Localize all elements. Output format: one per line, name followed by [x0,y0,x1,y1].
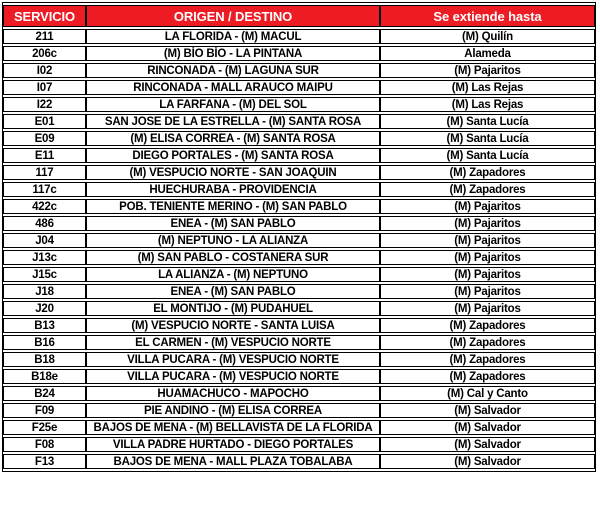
extends-to-cell: (M) Salvador [380,437,595,452]
header-servicio: SERVICIO [3,5,86,27]
origin-destination-cell: (M) SAN PABLO - COSTANERA SUR [86,250,380,265]
table-row [3,301,595,316]
extends-to-cell: (M) Pajaritos [380,250,595,265]
origin-destination-cell: POB. TENIENTE MERINO - (M) SAN PABLO [86,199,380,214]
table-row [3,318,595,333]
table-row [3,267,595,282]
extends-to-cell: (M) Zapadores [380,182,595,197]
service-cell: J15c [3,267,86,282]
origin-destination-cell: (M) VESPUCIO NORTE - SANTA LUISA [86,318,380,333]
extends-to-cell: (M) Zapadores [380,352,595,367]
origin-destination-cell: RINCONADA - (M) LAGUNA SUR [86,63,380,78]
service-cell: F25e [3,420,86,435]
extends-to-cell: (M) Zapadores [380,335,595,350]
table-row [3,131,595,146]
table-row [3,165,595,180]
extends-to-cell: (M) Santa Lucía [380,131,595,146]
table-body [3,29,595,469]
service-cell: J20 [3,301,86,316]
extends-to-cell: (M) Pajaritos [380,63,595,78]
table-row [3,403,595,418]
service-cell: I07 [3,80,86,95]
extends-to-cell: (M) Zapadores [380,318,595,333]
extends-to-cell: (M) Salvador [380,420,595,435]
extends-to-cell: (M) Las Rejas [380,97,595,112]
table-row [3,46,595,61]
service-cell: F13 [3,454,86,469]
table-row [3,216,595,231]
origin-destination-cell: ENEA - (M) SAN PABLO [86,284,380,299]
extends-to-cell: (M) Santa Lucía [380,148,595,163]
origin-destination-cell: PIE ANDINO - (M) ELISA CORREA [86,403,380,418]
origin-destination-cell: VILLA PADRE HURTADO - DIEGO PORTALES [86,437,380,452]
origin-destination-cell: SAN JOSE DE LA ESTRELLA - (M) SANTA ROSA [86,114,380,129]
service-cell: 117 [3,165,86,180]
service-cell: 211 [3,29,86,44]
table-row [3,29,595,44]
extends-to-cell: (M) Salvador [380,454,595,469]
table-row [3,369,595,384]
table-row [3,352,595,367]
service-cell: 422c [3,199,86,214]
service-cell: E01 [3,114,86,129]
extends-to-cell: (M) Santa Lucía [380,114,595,129]
service-cell: B18 [3,352,86,367]
service-cell: E09 [3,131,86,146]
header-se-extiende-hasta: Se extiende hasta [380,5,595,27]
table-row [3,114,595,129]
service-cell: 117c [3,182,86,197]
service-cell: B24 [3,386,86,401]
origin-destination-cell: (M) VESPUCIO NORTE - SAN JOAQUIN [86,165,380,180]
extends-to-cell: (M) Cal y Canto [380,386,595,401]
bus-routes-table [2,2,596,472]
table-row [3,250,595,265]
origin-destination-cell: BAJOS DE MENA - MALL PLAZA TOBALABA [86,454,380,469]
table-row [3,233,595,248]
origin-destination-cell: BAJOS DE MENA - (M) BELLAVISTA DE LA FLORIDA [86,420,380,435]
table-row [3,148,595,163]
table-header [3,5,595,27]
table-row [3,182,595,197]
service-cell: 206c [3,46,86,61]
origin-destination-cell: VILLA PUCARA - (M) VESPUCIO NORTE [86,369,380,384]
extends-to-cell: (M) Las Rejas [380,80,595,95]
extends-to-cell: (M) Pajaritos [380,301,595,316]
table-row [3,335,595,350]
extends-to-cell: (M) Pajaritos [380,267,595,282]
table-row [3,386,595,401]
origin-destination-cell: (M) NEPTUNO - LA ALIANZA [86,233,380,248]
origin-destination-cell: RINCONADA - MALL ARAUCO MAIPU [86,80,380,95]
extends-to-cell: (M) Zapadores [380,369,595,384]
origin-destination-cell: LA FLORIDA - (M) MACUL [86,29,380,44]
extends-to-cell: (M) Pajaritos [380,216,595,231]
service-cell: F08 [3,437,86,452]
service-cell: B16 [3,335,86,350]
service-cell: I22 [3,97,86,112]
service-cell: I02 [3,63,86,78]
origin-destination-cell: HUECHURABA - PROVIDENCIA [86,182,380,197]
service-cell: J18 [3,284,86,299]
service-cell: B13 [3,318,86,333]
origin-destination-cell: LA ALIANZA - (M) NEPTUNO [86,267,380,282]
extends-to-cell: (M) Zapadores [380,165,595,180]
origin-destination-cell: ENEA - (M) SAN PABLO [86,216,380,231]
origin-destination-cell: VILLA PUCARA - (M) VESPUCIO NORTE [86,352,380,367]
table-row [3,63,595,78]
extends-to-cell: (M) Pajaritos [380,284,595,299]
service-cell: E11 [3,148,86,163]
header-row [3,5,595,27]
extends-to-cell: Alameda [380,46,595,61]
origin-destination-cell: EL CARMEN - (M) VESPUCIO NORTE [86,335,380,350]
table-row [3,97,595,112]
service-cell: J04 [3,233,86,248]
origin-destination-cell: EL MONTIJO - (M) PUDAHUEL [86,301,380,316]
service-cell: B18e [3,369,86,384]
header-origen-destino: ORIGEN / DESTINO [86,5,380,27]
service-cell: 486 [3,216,86,231]
service-cell: J13c [3,250,86,265]
table-row [3,437,595,452]
origin-destination-cell: DIEGO PORTALES - (M) SANTA ROSA [86,148,380,163]
service-cell: F09 [3,403,86,418]
origin-destination-cell: (M) ELISA CORREA - (M) SANTA ROSA [86,131,380,146]
origin-destination-cell: HUAMACHUCO - MAPOCHO [86,386,380,401]
table-row [3,80,595,95]
origin-destination-cell: LA FARFANA - (M) DEL SOL [86,97,380,112]
origin-destination-cell: (M) BÍO BÍO - LA PINTANA [86,46,380,61]
extends-to-cell: (M) Salvador [380,403,595,418]
extends-to-cell: (M) Quilín [380,29,595,44]
table-row [3,454,595,469]
table-row [3,420,595,435]
extends-to-cell: (M) Pajaritos [380,199,595,214]
table-row [3,284,595,299]
extends-to-cell: (M) Pajaritos [380,233,595,248]
table-row [3,199,595,214]
